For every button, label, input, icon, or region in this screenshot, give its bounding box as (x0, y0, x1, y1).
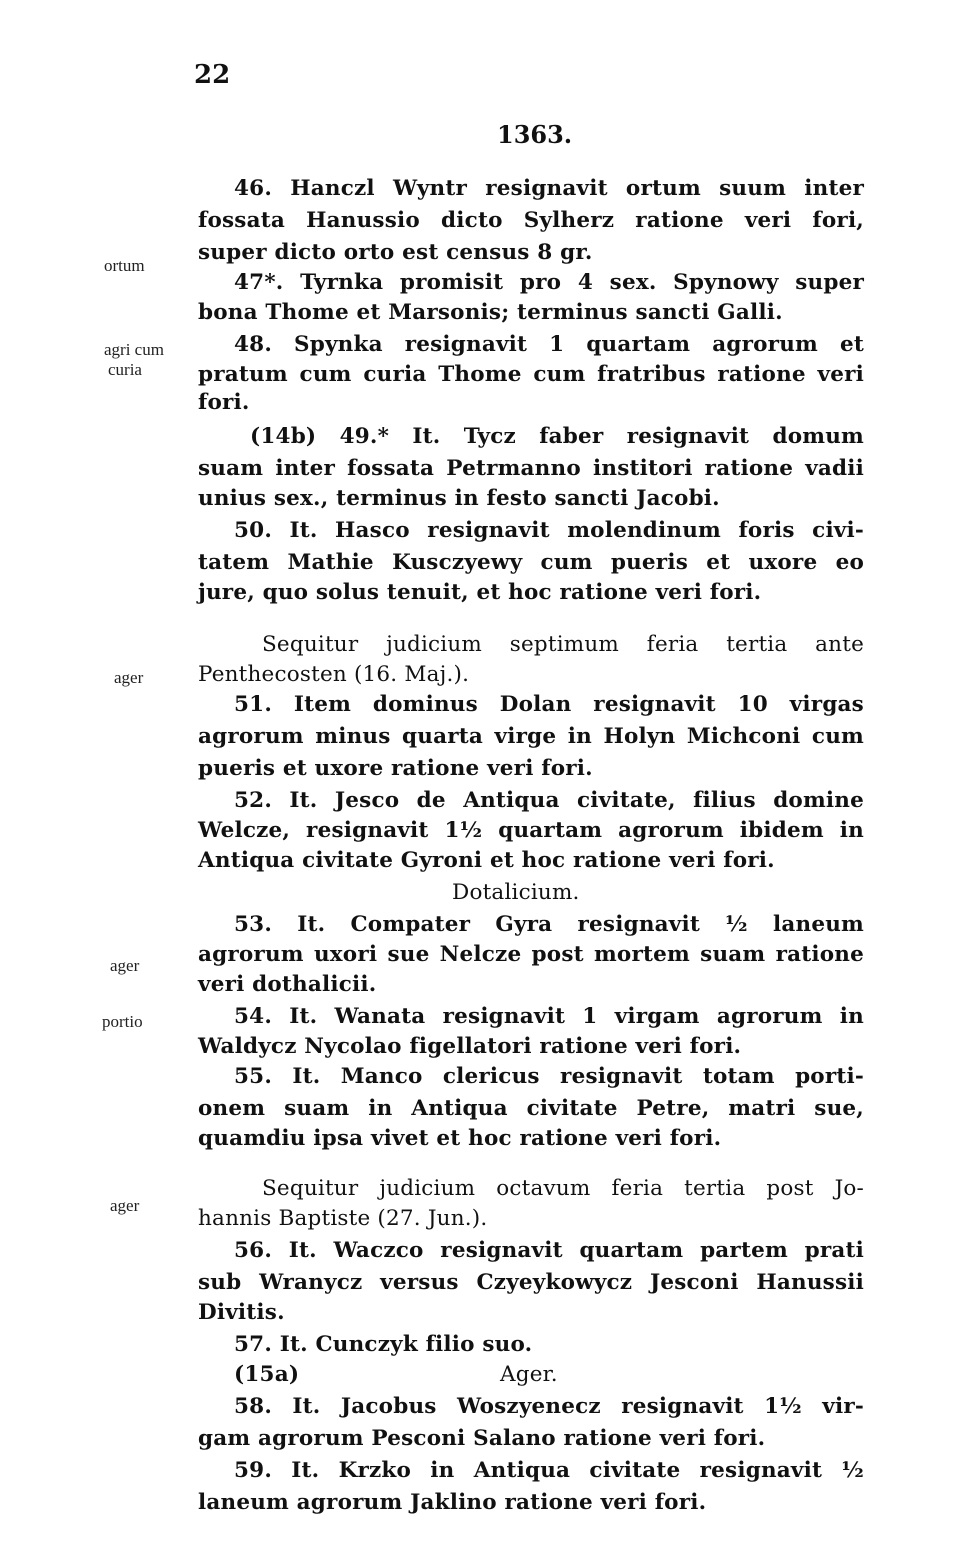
text-line: super dicto orto est census 8 gr. (198, 240, 593, 265)
text-line: 51. Item dominus Dolan resignavit 10 virgas (234, 692, 864, 717)
text-line: onem suam in Antiqua civitate Petre, matri sue, (198, 1096, 864, 1121)
margin-note-curia: curia (108, 360, 142, 379)
text-line: 57. It. Cunczyk filio suo. (234, 1332, 533, 1357)
text-line: 50. It. Hasco resignavit molendinum foris civi- (234, 518, 864, 543)
text-line: laneum agrorum Jaklino ratione veri fori. (198, 1490, 707, 1515)
year-heading: 1363. (497, 120, 573, 149)
folio-marker: (15a) (234, 1362, 300, 1387)
section-heading: Sequitur judicium septimum feria tertia ante (262, 632, 864, 657)
text-line: 55. It. Manco clericus resignavit totam porti- (234, 1064, 864, 1089)
text-line: agrorum uxori sue Nelcze post mortem suam ratione (198, 942, 864, 967)
text-line: (14b) 49.* It. Tycz faber resignavit domum (250, 424, 864, 449)
text-line: quamdiu ipsa vivet et hoc ratione veri fori. (198, 1126, 722, 1151)
text-line: veri dothalicii. (198, 972, 377, 997)
text-line: pueris et uxore ratione veri fori. (198, 756, 593, 781)
margin-note-ager: ager (110, 1196, 140, 1215)
text-line: 48. Spynka resignavit 1 quartam agrorum et (234, 332, 864, 357)
section-heading: hannis Baptiste (27. Jun.). (198, 1206, 488, 1231)
margin-note-ager: ager (110, 956, 140, 975)
text-line: 47*. Tyrnka promisit pro 4 sex. Spynowy super (234, 270, 864, 295)
text-line: agrorum minus quarta virge in Holyn Michconi cum (198, 724, 864, 749)
text-line: sub Wranycz versus Czyeykowycz Jesconi Hanussii (198, 1270, 864, 1295)
text-line: jure, quo solus tenuit, et hoc ratione veri fori. (198, 580, 762, 605)
section-heading: Penthecosten (16. Maj.). (198, 662, 470, 687)
text-line: gam agrorum Pesconi Salano ratione veri fori. (198, 1426, 766, 1451)
text-line: 59. It. Krzko in Antiqua civitate resignavit ½ (234, 1458, 864, 1483)
text-line: 52. It. Jesco de Antiqua civitate, filius domine (234, 788, 864, 813)
text-line: Waldycz Nycolao figellatori ratione veri fori. (198, 1034, 742, 1059)
text-line: 54. It. Wanata resignavit 1 virgam agrorum in (234, 1004, 864, 1029)
text-line: suam inter fossata Petrmanno institori ratione vadii (198, 456, 864, 481)
text-line: fori. (198, 390, 250, 415)
text-line: unius sex., terminus in festo sancti Jacobi. (198, 486, 720, 511)
text-line: Divitis. (198, 1300, 285, 1325)
text-line: 56. It. Waczco resignavit quartam partem prati (234, 1238, 864, 1263)
text-line: tatem Mathie Kusczyewy cum pueris et uxore eo (198, 550, 864, 575)
section-heading: Sequitur judicium octavum feria tertia post Jo- (262, 1176, 864, 1201)
text-line: fossata Hanussio dicto Sylherz ratione veri fori, (198, 208, 864, 233)
text-line: Welcze, resignavit 1½ quartam agrorum ibidem in (198, 818, 864, 843)
text-line: Antiqua civitate Gyroni et hoc ratione veri fori. (198, 848, 775, 873)
page-number: 22 (194, 60, 231, 90)
margin-note-ager: ager (114, 668, 144, 687)
section-heading: Dotalicium. (452, 880, 580, 905)
margin-note-agri-cum: agri cum (104, 340, 164, 359)
text-line: bona Thome et Marsonis; terminus sancti Galli. (198, 300, 783, 325)
text-line: 53. It. Compater Gyra resignavit ½ laneum (234, 912, 864, 937)
text-line: 58. It. Jacobus Woszyenecz resignavit 1½ vir- (234, 1394, 864, 1419)
text-line: 46. Hanczl Wyntr resignavit ortum suum inter (234, 176, 864, 201)
margin-note-ortum: ortum (104, 256, 145, 275)
margin-note-portio: portio (102, 1012, 143, 1031)
text-line: pratum cum curia Thome cum fratribus ratione veri (198, 362, 864, 387)
section-heading: Ager. (500, 1362, 558, 1387)
